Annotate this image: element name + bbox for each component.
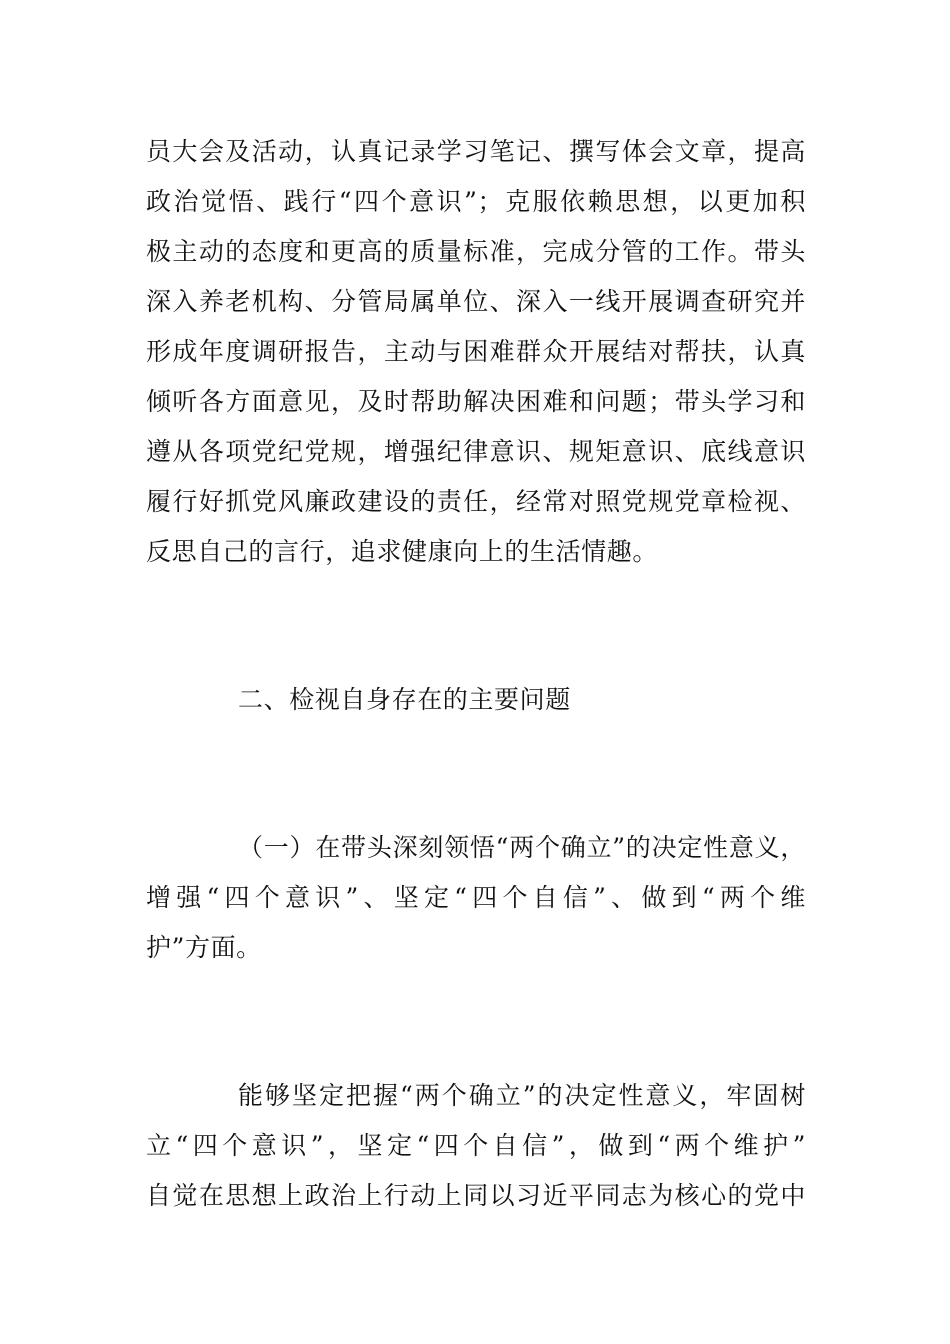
paragraph-line: 极主动的态度和更高的质量标准，完成分管的工作。带头 — [146, 237, 806, 266]
paragraph-line: 深入养老机构、分管局属单位、深入一线开展调查研究并 — [146, 287, 806, 316]
paragraph-line: 员大会及活动，认真记录学习笔记、撰写体会文章，提高 — [146, 137, 806, 166]
paragraph-line: 倾听各方面意见，及时帮助解决困难和问题；带头学习和 — [146, 387, 806, 416]
paragraph-line: 反思自己的言行，追求健康向上的生活情趣。 — [146, 537, 659, 566]
paragraph-line: 形成年度调研报告，主动与困难群众开展结对帮扶，认真 — [146, 337, 806, 366]
paragraph-line: 自觉在思想上政治上行动上同以习近平同志为核心的党中 — [146, 1181, 806, 1210]
subsection-line: 护”方面。 — [146, 933, 262, 962]
paragraph-line: 立“四个意识”，坚定“四个自信”，做到“两个维护” — [146, 1131, 806, 1160]
subsection-line: （一）在带头深刻领悟“两个确立”的决定性意义， — [238, 833, 806, 862]
paragraph-line: 能够坚定把握“两个确立”的决定性意义，牢固树 — [238, 1081, 806, 1110]
section-heading: 二、检视自身存在的主要问题 — [238, 685, 571, 714]
paragraph-line: 政治觉悟、践行“四个意识”；克服依赖思想，以更加积 — [146, 187, 806, 216]
subsection-line: 增强“四个意识”、坚定“四个自信”、做到“两个维 — [146, 883, 806, 912]
paragraph-line: 遵从各项党纪党规，增强纪律意识、规矩意识、底线意识 — [146, 437, 806, 466]
paragraph-line: 履行好抓党风廉政建设的责任，经常对照党规党章检视、 — [146, 487, 806, 516]
